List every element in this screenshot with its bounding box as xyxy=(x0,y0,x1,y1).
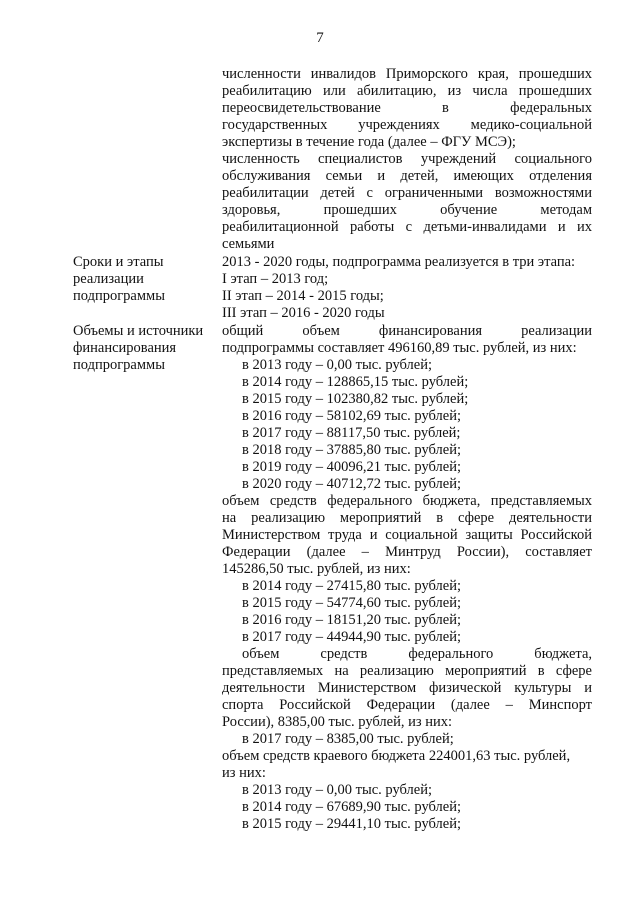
terms-text xyxy=(222,254,592,322)
text-line: в 2014 году – 128865,15 тыс. рублей; xyxy=(242,374,469,390)
text-line: численность специалистов учреждений социального xyxy=(222,151,592,167)
text-line: России), 8385,00 тыс. рублей, из них: xyxy=(222,714,453,730)
text-line: в 2017 году – 8385,00 тыс. рублей; xyxy=(242,731,454,747)
text-line: реабилитации детей с ограниченными возможностями xyxy=(222,185,592,201)
text-line: в 2014 году – 67689,90 тыс. рублей; xyxy=(242,799,462,815)
text-line: Министерством труда и социальной защиты Российской xyxy=(222,527,592,543)
funding-label xyxy=(73,323,218,374)
text-line: в 2015 году – 102380,82 тыс. рублей; xyxy=(242,391,469,407)
text-line: подпрограммы составляет 496160,89 тыс. рублей, из них: xyxy=(222,340,577,356)
text-line: деятельности Министерством физической культуры и xyxy=(222,680,592,696)
text-line: реабилитацию или абилитацию, из числа прошедших xyxy=(222,83,592,99)
indicators-text xyxy=(222,66,592,253)
text-line: объем средств федерального бюджета, представляемых xyxy=(222,493,592,509)
terms-label-line: Сроки и этапы xyxy=(73,254,164,270)
text-line: в 2017 году – 88117,50 тыс. рублей; xyxy=(242,425,461,441)
text-line: II этап – 2014 - 2015 годы; xyxy=(222,288,384,304)
text-line: реабилитационной работы с детьми-инвалидами и их xyxy=(222,219,592,235)
text-line: здоровья, прошедших обучение методам xyxy=(222,202,592,218)
text-line: в 2014 году – 27415,80 тыс. рублей; xyxy=(242,578,462,594)
text-line: общий объем финансирования реализации xyxy=(222,323,592,339)
funding-label-line: Объемы и источники xyxy=(73,323,204,339)
text-line: государственных учреждениях медико-социальной xyxy=(222,117,592,133)
text-line: семьями xyxy=(222,236,275,252)
text-line: на реализацию мероприятий в сфере деятельности xyxy=(222,510,592,526)
text-line: 2013 - 2020 годы, подпрограмма реализуется в три этапа: xyxy=(222,254,576,270)
text-line: переосвидетельствование в федеральных xyxy=(222,100,592,116)
text-line: представляемых на реализацию мероприятий в сфере xyxy=(222,663,592,679)
text-line: 145286,50 тыс. рублей, из них: xyxy=(222,561,411,577)
text-line: в 2015 году – 29441,10 тыс. рублей; xyxy=(242,816,462,832)
text-line: в 2016 году – 18151,20 тыс. рублей; xyxy=(242,612,462,628)
text-line: численности инвалидов Приморского края, прошедших xyxy=(222,66,592,82)
text-line: объем средств федерального бюджета, xyxy=(242,646,592,662)
text-line: из них: xyxy=(222,765,266,781)
text-line: Федерации (далее – Минтруд России), составляет xyxy=(222,544,592,560)
text-line: обслуживания семьи и детей, имеющих отделения xyxy=(222,168,592,184)
text-line: в 2013 году – 0,00 тыс. рублей; xyxy=(242,782,433,798)
text-line: в 2016 году – 58102,69 тыс. рублей; xyxy=(242,408,462,424)
text-line: в 2020 году – 40712,72 тыс. рублей; xyxy=(242,476,462,492)
terms-label-line: реализации xyxy=(73,271,144,287)
text-line: I этап – 2013 год; xyxy=(222,271,329,287)
funding-text xyxy=(222,323,592,833)
text-line: в 2018 году – 37885,80 тыс. рублей; xyxy=(242,442,462,458)
text-line: экспертизы в течение года (далее – ФГУ МСЭ); xyxy=(222,134,516,150)
text-line: объем средств краевого бюджета 224001,63 тыс. рублей, xyxy=(222,748,571,764)
text-line: в 2013 году – 0,00 тыс. рублей; xyxy=(242,357,433,373)
text-line: в 2015 году – 54774,60 тыс. рублей; xyxy=(242,595,462,611)
text-line: III этап – 2016 - 2020 годы xyxy=(222,305,385,321)
terms-label-line: подпрограммы xyxy=(73,288,165,304)
terms-label xyxy=(73,254,218,305)
page-number: 7 xyxy=(316,30,324,46)
funding-label-line: подпрограммы xyxy=(73,357,165,373)
funding-label-line: финансирования xyxy=(73,340,177,356)
text-line: спорта Российской Федерации (далее – Минспорт xyxy=(222,697,592,713)
text-line: в 2019 году – 40096,21 тыс. рублей; xyxy=(242,459,462,475)
text-line: в 2017 году – 44944,90 тыс. рублей; xyxy=(242,629,462,645)
